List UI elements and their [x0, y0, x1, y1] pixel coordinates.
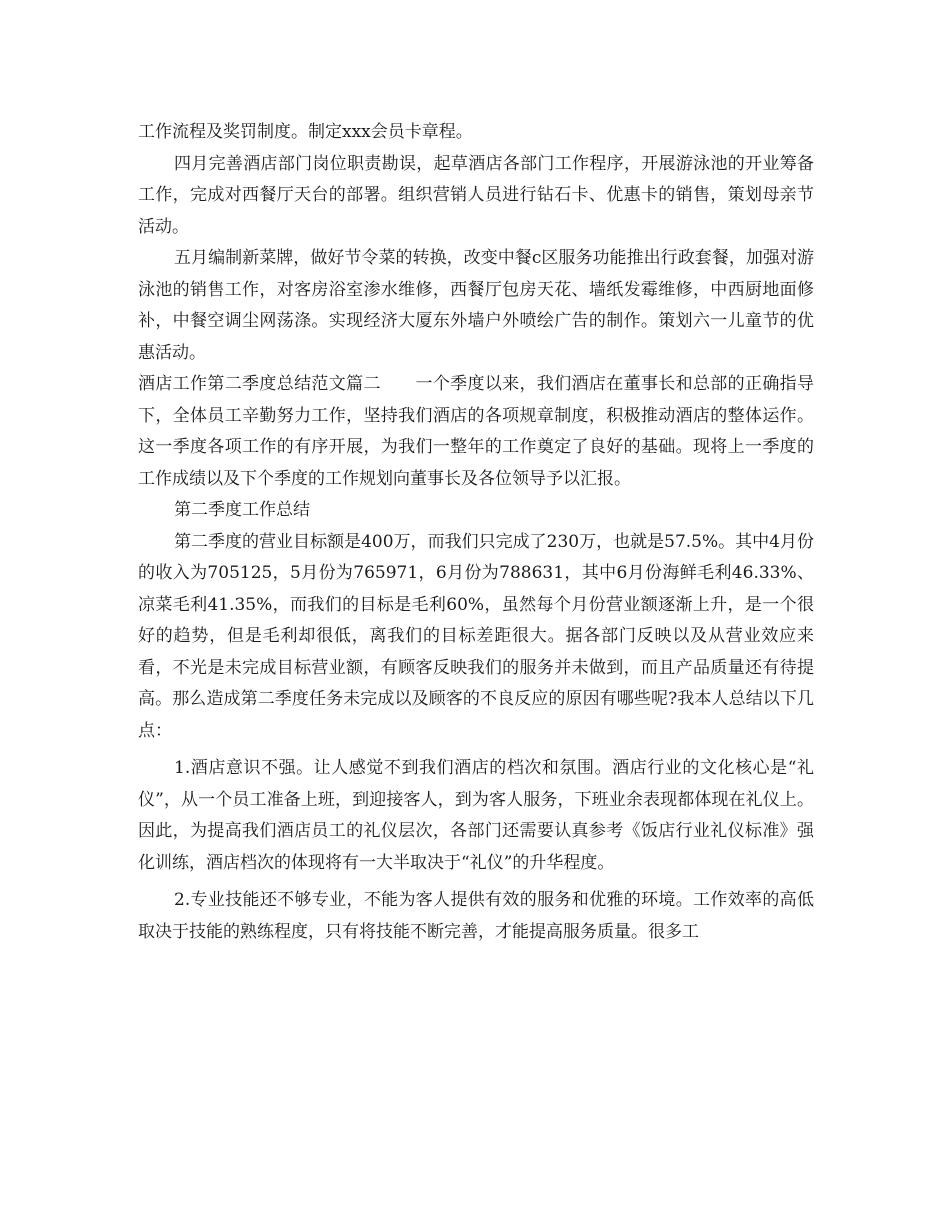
paragraph-may-work: 五月编制新菜牌，做好节令菜的转换，改变中餐c区服务功能推出行政套餐，加强对游泳池的销售工作，对客房浴室渗水维修，西餐厅包房天花、墙纸发霉维修，中西厨地面修补，中餐空调尘网荡涤。实现经济大厦东外墙户外喷绘广告的制作。策划六一儿童节的优惠活动。 — [138, 248, 814, 363]
document-page — [138, 117, 814, 948]
paragraph-membership-rules: 工作流程及奖罚制度。制定xxx会员卡章程。 — [138, 122, 473, 142]
paragraph-point-one-etiquette: 1.酒店意识不强。让人感觉不到我们酒店的档次和氛围。酒店行业的文化核心是“礼仪”，从一个员工准备上班，到迎接客人，到为客人服务，下班业余表现都体现在礼仪上。因此，为提高我们酒店员工的礼仪层次，各部门还需要认真参考《饭店行业礼仪标准》强化训练，酒店档次的体现将有一大半取决于“礼仪”的升华程度。 — [138, 758, 814, 873]
section-heading-q2-summary: 第二季度工作总结 — [174, 500, 310, 520]
paragraph-sample-two-intro: 酒店工作第二季度总结范文篇二 一个季度以来，我们酒店在董事长和总部的正确指导下，全体员工辛勤努力工作，坚持我们酒店的各项规章制度，积极推动酒店的整体运作。这一季度各项工作的有序开展，为我们一整年的工作奠定了良好的基础。现将上一季度的工作成绩以及下个季度的工作规划向董事长及各位领导予以汇报。 — [138, 374, 814, 489]
paragraph-april-work: 四月完善酒店部门岗位职责勘误，起草酒店各部门工作程序，开展游泳池的开业筹备工作，完成对西餐厅天台的部署。组织营销人员进行钻石卡、优惠卡的销售，策划母亲节活动。 — [138, 153, 814, 237]
paragraph-point-two-skills: 2.专业技能还不够专业，不能为客人提供有效的服务和优雅的环境。工作效率的高低取决于技能的熟练程度，只有将技能不断完善，才能提高服务质量。很多工 — [138, 890, 814, 942]
paragraph-q2-revenue: 第二季度的营业目标额是400万，而我们只完成了230万，也就是57.5%。其中4月份的收入为705125，5月份为765971，6月份为788631，其中6月份海鲜毛利46.33%、凉菜毛利41.35%，而我们的目标是毛利60%，虽然每个月份营业额逐渐上升，是一个很好的趋势，但是毛利却很低，离我们的目标差距很大。据各部门反映以及从营业效应来看，不光是未完成目标营业额，有顾客反映我们的服务并未做到，而且产品质量还有待提高。那么造成第二季度任务未完成以及顾客的不良反应的原因有哪些呢?我本人总结以下几点： — [138, 531, 814, 741]
